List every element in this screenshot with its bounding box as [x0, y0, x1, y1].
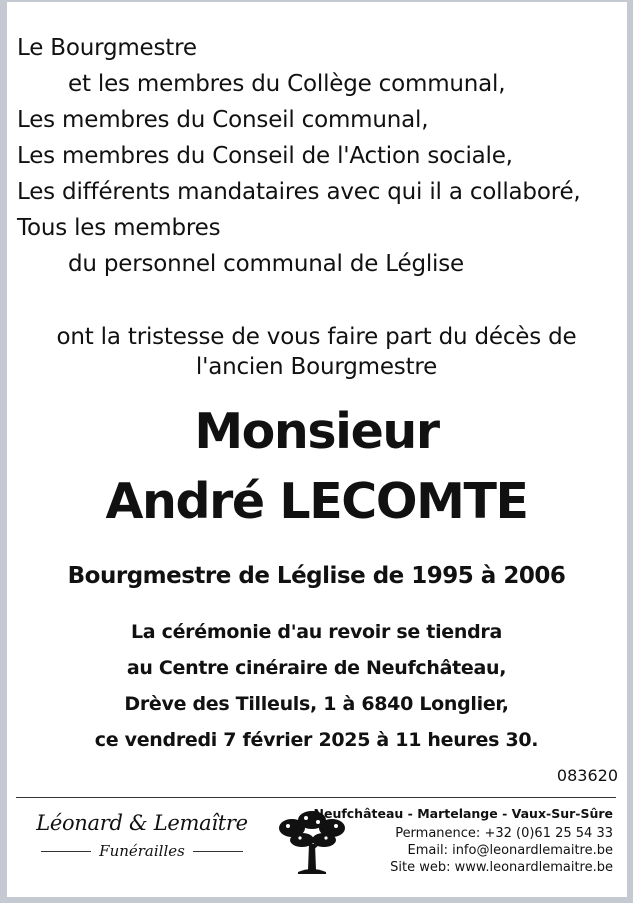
- intro-line-2: et les membres du Collège communal,: [68, 71, 506, 97]
- footer-divider: [16, 797, 616, 798]
- announcement-line-1: ont la tristesse de vous faire part du décès de: [56, 324, 577, 350]
- intro-line-1: Le Bourgmestre: [17, 35, 197, 61]
- funeral-home-locations: Neufchâteau - Martelange - Vaux-Sur-Sûre: [313, 806, 613, 821]
- funeral-home-subtitle: Funérailles: [99, 842, 185, 860]
- deceased-title: Monsieur: [194, 403, 439, 460]
- ceremony-line-4: ce vendredi 7 février 2025 à 11 heures 30.: [94, 729, 539, 751]
- funeral-home-email: Email: info@leonardlemaitre.be: [407, 843, 613, 858]
- ceremony-line-1: La cérémonie d'au revoir se tiendra: [130, 621, 503, 643]
- deceased-function: Bourgmestre de Léglise de 1995 à 2006: [67, 563, 566, 589]
- funeral-home-contact: [314, 805, 614, 876]
- reference-number: 083620: [556, 766, 618, 785]
- ceremony-line-2: au Centre cinéraire de Neufchâteau,: [126, 657, 507, 679]
- funeral-home-name: Léonard & Lemaître: [36, 811, 248, 835]
- ceremony-line-3: Drève des Tilleuls, 1 à 6840 Longlier,: [124, 693, 509, 715]
- intro-line-7: du personnel communal de Léglise: [68, 251, 464, 277]
- funeral-home-phone: Permanence: +32 (0)61 25 54 33: [395, 826, 613, 841]
- intro-line-5: Les différents mandataires avec qui il a collaboré,: [17, 179, 581, 205]
- funeral-home-website: Site web: www.leonardlemaitre.be: [390, 860, 613, 875]
- funeral-home-subtitle-row: [22, 842, 262, 860]
- funeral-home-brand: [22, 808, 262, 860]
- deceased-name: André LECOMTE: [105, 473, 528, 530]
- subtitle-dash-right: [193, 851, 243, 852]
- intro-line-3: Les membres du Conseil communal,: [17, 107, 429, 133]
- announcement-line-2: l'ancien Bourgmestre: [195, 354, 438, 380]
- intro-line-6: Tous les membres: [17, 215, 221, 241]
- intro-line-4: Les membres du Conseil de l'Action sociale,: [17, 143, 513, 169]
- subtitle-dash-left: [41, 851, 91, 852]
